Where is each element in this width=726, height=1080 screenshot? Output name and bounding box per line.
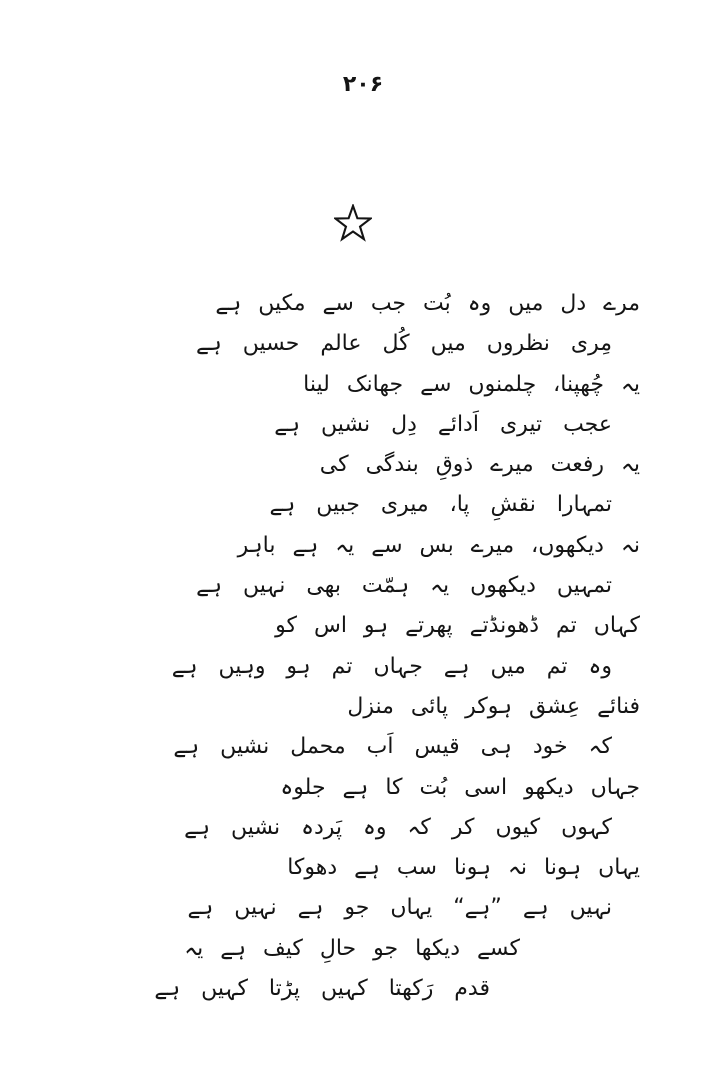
verse-line: قدم رَکھتا کہیں پڑتا کہیں ہے bbox=[154, 976, 490, 1002]
verse-line: یہ رفعت میرے ذوقِ بندگی کی bbox=[319, 452, 640, 478]
verse-line: کہ خود ہی قیس اَب محمل نشیں ہے bbox=[173, 734, 612, 760]
verse-line: عجب تیری اَدائے دِل نشیں ہے bbox=[274, 411, 612, 437]
verse-line: مِری نظروں میں کُل عالم حسیں ہے bbox=[195, 331, 612, 357]
verse-line: جہاں دیکھو اسی بُت کا ہے جلوہ bbox=[280, 774, 640, 800]
verse-line: نہیں ہے ”ہے“ یہاں جو ہے نہیں ہے bbox=[187, 895, 612, 921]
verse-line: یہاں ہونا نہ ہونا سب ہے دھوکا bbox=[287, 855, 640, 881]
page-number: ۲۰۶ bbox=[342, 72, 384, 97]
verse-line: فنائے عِشق ہوکر پائی منزل bbox=[347, 693, 640, 719]
verse-line: مرے دل میں وہ بُت جب سے مکیں ہے bbox=[215, 291, 640, 316]
verse-line: کہوں کیوں کر کہ وہ پَردہ نشیں ہے bbox=[184, 814, 612, 840]
verse-line: وہ تم میں ہے جہاں تم ہو وہیں ہے bbox=[171, 653, 612, 679]
poem bbox=[80, 284, 640, 1009]
verse-line: تمہارا نقشِ پا، میری جبیں ہے bbox=[269, 492, 612, 518]
verse-line: یہ چُھپنا، چلمنوں سے جھانک لینا bbox=[303, 371, 640, 397]
verse-line: تمہیں دیکھوں یہ ہمّت بھی نہیں ہے bbox=[196, 573, 612, 599]
star-outline-icon bbox=[334, 204, 372, 242]
verse-line: نہ دیکھوں، میرے بس سے یہ ہے باہر bbox=[237, 532, 640, 558]
verse-line: کہاں تم ڈھونڈتے پھرتے ہو اس کو bbox=[275, 613, 640, 639]
verse-line: کسے دیکھا جو حالِ کیف ہے یہ bbox=[184, 935, 520, 961]
